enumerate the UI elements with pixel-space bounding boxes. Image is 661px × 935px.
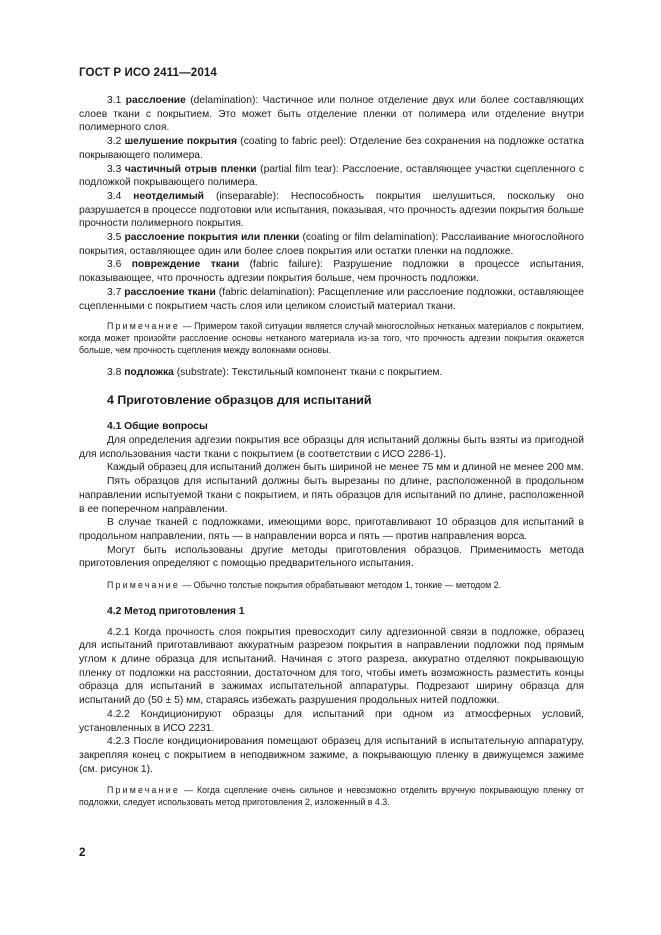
section-4-heading: 4 Приготовление образцов для испытаний	[107, 393, 372, 408]
paragraph: В случае тканей с подложками, имеющими ворс, приготавливают 10 образцов для испытаний в продольном направлении, пять — в направлении ворса и пять — против направления ворса.	[79, 517, 584, 542]
paragraph: Для определения адгезии покрытия все образцы для испытаний должны быть взяты из пригодной для использования части ткани с покрытием (в соответствии с ИСО 2286-1).	[79, 435, 584, 460]
term-3-7: 3.7 расслоение ткани (fabric delamination): Расщепление или расслоение подложки, оставляющее сцепленными с покрытием часть слоя или целиком слоистый материал ткани.	[79, 286, 584, 312]
paragraph: Каждый образец для испытаний должен быть шириной не менее 75 мм и длиной не менее 200 мм.	[107, 462, 584, 474]
note-label: Примечание	[107, 785, 180, 796]
term-3-3: 3.3 частичный отрыв пленки (partial film tear): Расслоение, оставляющее участки сцепленного с подложкой покрывающего полимера.	[79, 163, 585, 189]
paragraph-4-2-2: 4.2.2 Кондиционируют образцы для испытаний при одном из атмосферных условий, установленных в ИСО 2231.	[79, 708, 584, 734]
page-number: 2	[79, 846, 86, 859]
note-coating-method: Примечание — Обычно толстые покрытия обрабатывают методом 1, тонкие — методом 2.	[107, 580, 501, 591]
term-3-4: 3.4 неотделимый (inseparable): Неспособность покрытия шелушиться, поскольку оно разрушается в процессе подготовки или испытания, показывая, что прочность адгезии покрытия больше прочности полимерного покрытия.	[79, 190, 584, 230]
subsection-4-2-heading: 4.2 Метод приготовления 1	[107, 605, 245, 617]
term-3-5: 3.5 расслоение покрытия или пленки (coating or film delamination): Расслаивание многослойного покрытия, оставляющее один или более слоев покрытия или остатки пленки на подложке.	[79, 232, 584, 257]
paragraph: Могут быть использованы другие методы приготовления образцов. Применимость метода приготовления определяют с помощью предварительного испытания.	[79, 544, 584, 570]
document-header: ГОСТ Р ИСО 2411—2014	[79, 66, 217, 79]
note-label: Примечание	[107, 580, 180, 591]
paragraph-4-2-1: 4.2.1 Когда прочность слоя покрытия превосходит силу адгезионной связи в подложке, образец для испытаний приготавливают аккуратным разрезом покрытия в направлении подложки под прямым углом к длине образца для испытаний. Начиная с этого разреза, аккуратно отделяют покрывающую пленку от подложки на расстоянии, достаточном для того, чтобы иметь возможность разместить концы образца для испытаний в зажимах испытательной аппаратуры. Подрезают ширину образца для испытаний до (50 ± 5) мм, стараясь избежать разрушения продольных нитей подложки.	[79, 626, 584, 707]
subsection-4-1-heading: 4.1 Общие вопросы	[107, 421, 208, 433]
note-nonwoven: Примечание — Примером такой ситуации является случай многослойных нетканых материалов с покрытием, когда может произойти расслоение основы нетканого материала из-за того, что прочность адгезии покрытия окажется больше, чем прочность сцепления между волокнами основы.	[79, 321, 584, 355]
note-strong-adhesion: Примечание — Когда сцепление очень сильное и невозможно отделить вручную покрывающую пленку от подложки, следует использовать метод приготовления 2, изложенный в 4.3.	[79, 785, 584, 808]
document-body	[79, 94, 584, 809]
paragraph-4-2-3: 4.2.3 После кондиционирования помещают образец для испытаний в испытательную аппаратуру, закрепляя конец с покрытием в неподвижном зажиме, а покрывающую пленку в движущемся зажиме (см. рисунок 1).	[79, 736, 584, 775]
term-3-1: 3.1 расслоение (delamination): Частичное или полное отделение двух или более составляющих слоев ткани с покрытием. Это может быть отделение пленки от полимера или отделение внутри полимерного слоя.	[79, 95, 584, 134]
paragraph: Пять образцов для испытаний должны быть вырезаны по длине, расположенной в продольном направлении испытуемой ткани с покрытием, и пять образцов для испытаний по длине, расположенной в ее поперечном направлении.	[79, 476, 584, 515]
term-3-6: 3.6 повреждение ткани (fabric failure): Разрушение подложки в процессе испытания, показывающее, что прочность адгезии покрытия больше, чем прочность подложки.	[79, 259, 584, 285]
term-3-2: 3.2 шелушение покрытия (coating to fabric peel): Отделение без сохранения на подложке остатка покрывающего полимера.	[79, 136, 584, 161]
term-3-8: 3.8 подложка (substrate): Текстильный компонент ткани с покрытием.	[107, 366, 443, 378]
note-label: Примечание	[107, 321, 180, 332]
